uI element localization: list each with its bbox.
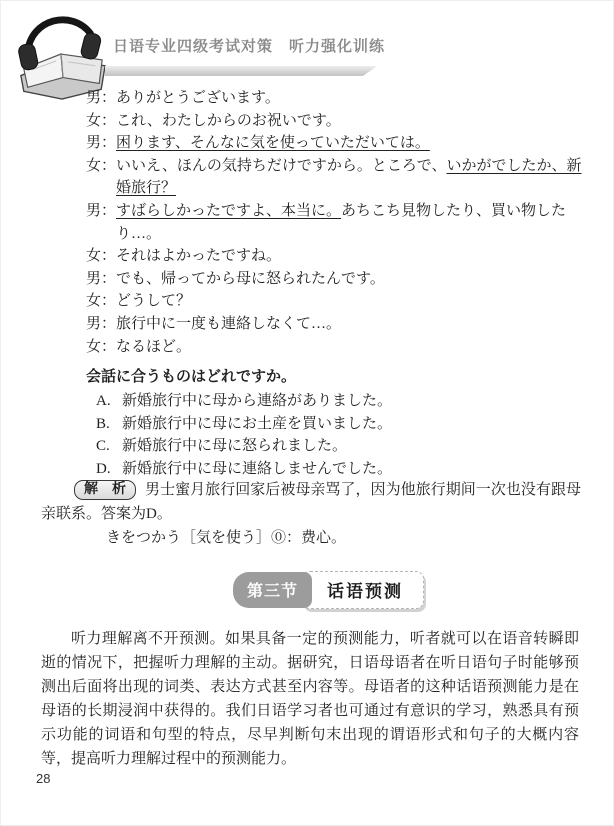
speaker-label: 女： — [86, 248, 117, 265]
intro-paragraph: 听力理解离不开预测。如果具备一定的预测能力，听者就可以在语音转瞬即逝的情况下，把握听力理解的主动。据研究，日语母语者在听日语句子时能够预测出后面将出现的词类、表达方式甚至内容等。母语者的这种话语预测能力是在母语的长期浸润中获得的。我们日语学习者也可通过有意识的学习，熟悉具有预示功能的词语和句型的特点，尽早判断句末出现的谓语形式和句子的大概内容等，提高听力理解过程中的预测能力。 — [41, 631, 579, 767]
analysis-badge: 解 析 — [74, 480, 136, 500]
speaker-label: 女： — [86, 157, 117, 174]
speaker-label: 男： — [86, 202, 117, 219]
speaker-label: 男： — [86, 270, 117, 287]
dialogue-text: 旅行中に一度も連絡しなくて…。 — [116, 315, 342, 332]
dialogue-line — [86, 268, 586, 291]
page-number: 28 — [36, 771, 51, 786]
dialogue-text: でも、帰ってから母に怒られたんです。 — [116, 270, 385, 287]
analysis-paragraph — [41, 478, 581, 526]
dialogue-text: いいえ、ほんの気持ちだけですから。ところで、いかがでしたか、新婚旅行？ — [116, 157, 582, 197]
option-item — [96, 390, 576, 413]
dialogue-line — [86, 87, 586, 110]
speaker-label: 男： — [86, 135, 117, 152]
dialogue-text: 困ります、そんなに気を使っていただいては。 — [116, 135, 430, 152]
options-list — [96, 390, 576, 480]
option-label: C. — [96, 438, 110, 454]
option-label: D. — [96, 460, 111, 477]
speaker-label: 男： — [86, 315, 117, 332]
dialogue-text: すばらしかったですよ、本当に。あちこち見物したり、買い物したり…。 — [116, 202, 567, 242]
header-rule — [105, 66, 377, 76]
header-title: 日语专业四级考试对策 听力强化训练 — [113, 38, 386, 55]
analysis-text: 男士蜜月旅行回家后被母亲骂了，因为他旅行期间一次也没有跟母亲联系。答案为D。 — [41, 482, 581, 522]
option-item — [96, 458, 576, 481]
dialogue-line — [86, 200, 586, 245]
option-label: A. — [96, 393, 111, 409]
dialogue-text: なるほど。 — [116, 338, 192, 355]
option-label: B. — [96, 415, 110, 432]
dialogue-line — [86, 245, 586, 268]
section-header — [233, 571, 424, 609]
option-text: 新婚旅行中に母に連絡しませんでした。 — [122, 460, 393, 477]
option-text: 新婚旅行中に母から連絡がありました。 — [122, 393, 393, 409]
dialogue-text: これ、わたしからのお祝いです。 — [116, 112, 341, 129]
speaker-label: 女： — [86, 293, 117, 310]
option-item — [96, 435, 576, 458]
speaker-label: 女： — [86, 112, 117, 129]
dialogue-line — [86, 132, 586, 155]
question-prompt: 会話に合うものはどれですか。 — [86, 368, 297, 385]
dialogue-text: ありがとうございます。 — [116, 90, 280, 106]
option-text: 新婚旅行中に母に怒られました。 — [122, 438, 348, 454]
option-item — [96, 413, 576, 436]
section-title: 话语预测 — [302, 571, 424, 609]
speaker-label: 男： — [86, 90, 117, 106]
vocab-note: きをつかう［気を使う］⓪：费心。 — [106, 530, 347, 546]
dialogue — [86, 87, 586, 358]
dialogue-line — [86, 290, 586, 313]
analysis — [41, 478, 581, 550]
dialogue-text: それはよかったですね。 — [116, 248, 282, 265]
speaker-label: 女： — [86, 338, 117, 355]
section-number-badge: 第三节 — [233, 572, 312, 608]
dialogue-line — [86, 313, 586, 336]
dialogue-line — [86, 155, 586, 200]
dialogue-line — [86, 110, 586, 133]
option-text: 新婚旅行中に母にお土産を買いました。 — [122, 415, 393, 432]
dialogue-line — [86, 336, 586, 359]
dialogue-text: どうして？ — [116, 293, 192, 310]
